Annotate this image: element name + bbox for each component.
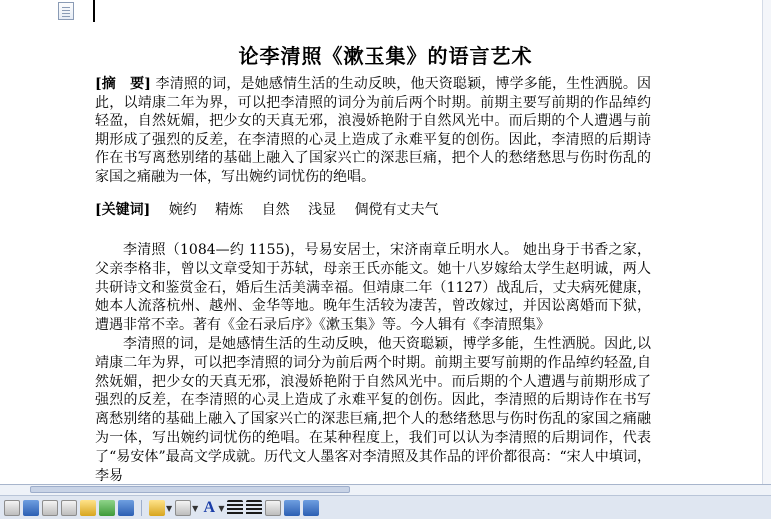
paragraph: 李清照（1084—约 1155)，号易安居士，宋济南章丘明水人。 她出身于书香之家，父亲李格非，曾以文章受知于苏轼，母亲王氏亦能文。她十八岁嫁给太学生赵明诚，两人共研诗文和鉴赏金石，婚后生活美满幸福。但靖康二年（1127）战乱后，丈夫病死健康，她本人流落杭州、越州、金华等地。晚年生活较为凄苦，曾改嫁过，并因讼离婚而下狱，遭遇非常不幸。著有《金石录后序》《漱玉集》等。今人辑有《李清照集》 [95, 242, 651, 334]
vertical-scrollbar[interactable] [762, 0, 771, 484]
horizontal-scrollbar[interactable] [0, 485, 771, 496]
3d-icon[interactable] [303, 500, 319, 516]
paragraph: 李清照的词，是她感情生活的生动反映，他天资聪颖，博学多能，生性洒脱。因此,以靖康二年为界，可以把李清照的词分为前后两个时期。前期主要写前期的作品绰约轻盈,自然妩媚，把少女的天真无邪，浪漫娇艳附于自然风光中。而后期的个人遭遇与前期形成了强烈的反差，在李清照的心灵上造成了永难平复的创伤。因此，李清照的后期诗作在书写离愁别绪的基础上融入了国家兴亡的深悲巨痛,把个人的愁绪愁思与伤时伤乱的家国之痛融为一体，写出婉约词忧伤的绝唱。在某种程度上，我们可以认为李清照的后期词作，代表了“易安体”最高文学成就。历代文人墨客对李清照及其作品的评价都很高：“宋人中填词，李易 [95, 335, 651, 484]
toolbar-separator [141, 500, 142, 516]
abstract-label: [摘 要] [95, 76, 151, 92]
document-icon [58, 2, 74, 20]
fill-color-dropdown-icon[interactable]: ▼ [166, 503, 173, 513]
vertical-textbox-icon[interactable] [61, 500, 77, 516]
font-color-dropdown-icon[interactable]: ▼ [218, 503, 225, 513]
line-style-icon[interactable] [227, 500, 243, 516]
line-color-dropdown-icon[interactable]: ▼ [192, 503, 199, 513]
font-color-icon[interactable]: A [203, 499, 216, 516]
fill-color-icon[interactable] [149, 500, 165, 516]
autoshapes-icon[interactable] [23, 500, 39, 516]
keyword-item: 自然 [261, 202, 290, 218]
arrow-cursor-icon[interactable] [4, 500, 20, 516]
clipart-icon[interactable] [99, 500, 115, 516]
picture-icon[interactable] [118, 500, 134, 516]
shadow-icon[interactable] [284, 500, 300, 516]
arrow-style-icon[interactable] [265, 500, 281, 516]
keyword-item: 浅显 [308, 202, 337, 218]
body-text [95, 241, 651, 484]
abstract [95, 75, 651, 186]
line-color-icon[interactable] [175, 500, 191, 516]
scrollbar-thumb[interactable] [30, 486, 350, 493]
drawing-toolbar [0, 484, 771, 519]
keywords [95, 201, 651, 219]
toolbar-row [0, 497, 319, 519]
text-cursor [93, 0, 95, 22]
keywords-label: [关键词] [95, 202, 151, 218]
keyword-item: 婉约 [168, 202, 197, 218]
wordart-icon[interactable] [80, 500, 96, 516]
keyword-item: 精炼 [215, 202, 244, 218]
document-title: 论李清照《漱玉集》的语言艺术 [238, 44, 533, 68]
textbox-icon[interactable] [42, 500, 58, 516]
dash-style-icon[interactable] [246, 500, 262, 516]
abstract-text: 李清照的词，是她感情生活的生动反映，他天资聪颖，博学多能，生性洒脱。因此，以靖康二年为界，可以把李清照的词分为前后两个时期。前期主要写前期的作品绰约轻盈，自然妩媚，把少女的天真无邪，浪漫娇艳附于自然风光中。而后期的个人遭遇与前期形成了强烈的反差，在李清照的心灵上造成了永难平复的创伤。因此，李清照的后期诗作在书写离愁别绪的基础上融入了国家兴亡的深悲巨痛，把个人的愁绪愁思与伤时伤乱的家国之痛融为一体，写出婉约词忧伤的绝唱。 [95, 76, 652, 185]
keyword-item: 倜傥有丈夫气 [354, 202, 439, 218]
